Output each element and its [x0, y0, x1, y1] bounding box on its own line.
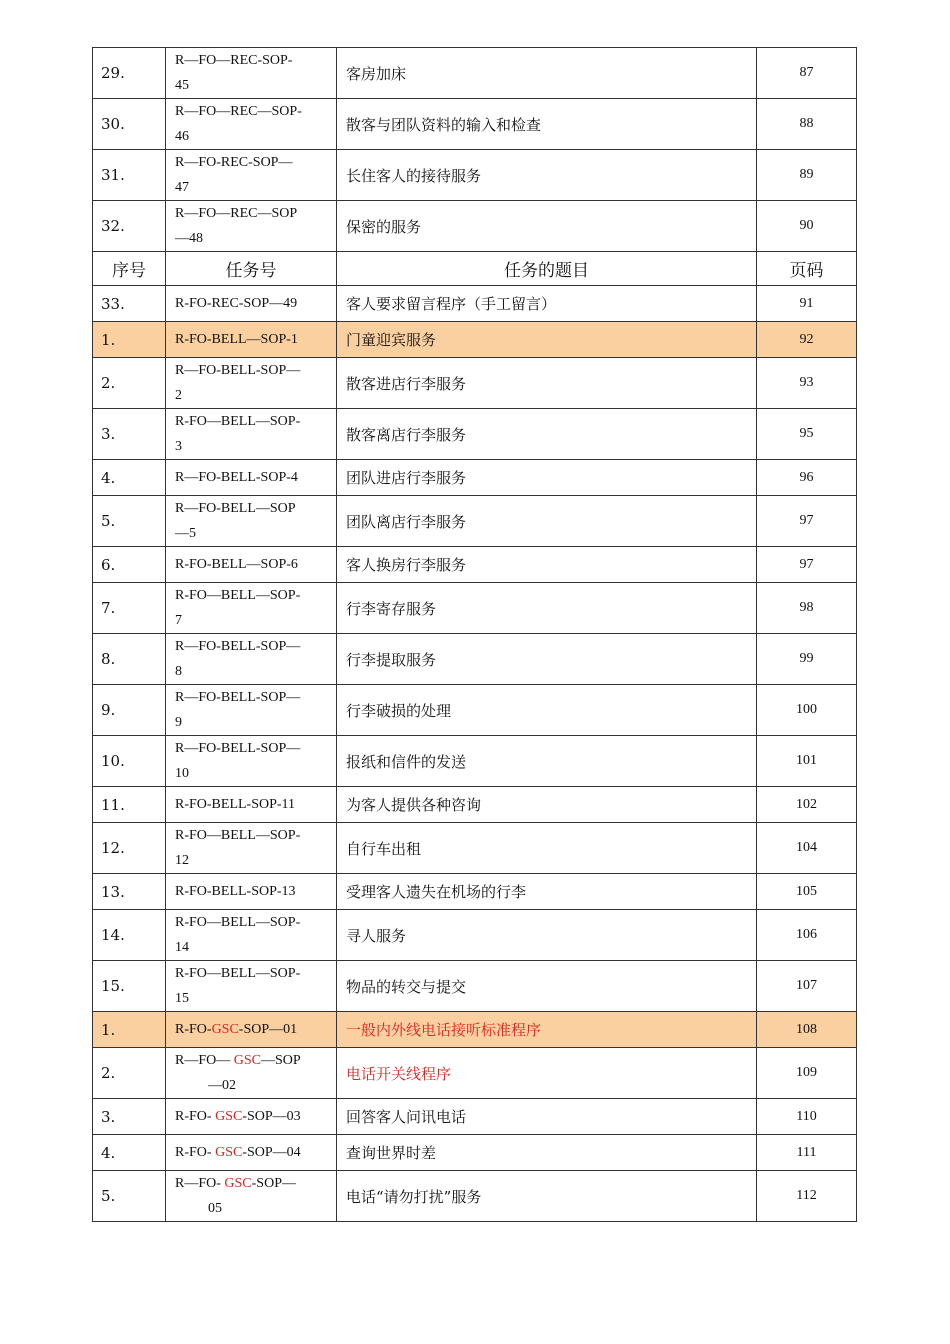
- page-number: 95: [757, 409, 857, 460]
- task-code-line: R-FO—BELL—SOP-: [175, 966, 301, 981]
- row-number: 7.: [93, 583, 166, 634]
- page-number: 89: [757, 150, 857, 201]
- task-code: [166, 1099, 337, 1135]
- page-number: 105: [757, 874, 857, 910]
- task-code: [166, 99, 337, 150]
- task-code-line: 8: [175, 664, 182, 679]
- task-code: [166, 736, 337, 787]
- table-row: [93, 48, 857, 99]
- task-code: [166, 685, 337, 736]
- header-row: [93, 252, 857, 286]
- page-number: 112: [757, 1171, 857, 1222]
- row-number: 4.: [93, 1135, 166, 1171]
- row-number: 32.: [93, 201, 166, 252]
- page-number: 88: [757, 99, 857, 150]
- page-number: 111: [757, 1135, 857, 1171]
- table-row: [93, 1099, 857, 1135]
- task-code-line: R—FO-REC-SOP—: [175, 155, 293, 170]
- task-code-line: R—FO-BELL—SOP: [175, 501, 296, 516]
- task-code: [166, 787, 337, 823]
- task-code: [166, 322, 337, 358]
- code-prefix: R—FO-: [175, 1176, 225, 1191]
- task-code-line: [175, 1140, 336, 1165]
- task-code: [166, 48, 337, 99]
- task-title: 行李破损的处理: [337, 685, 757, 736]
- table-row: [93, 150, 857, 201]
- page-number: 97: [757, 496, 857, 547]
- task-code: [166, 358, 337, 409]
- code-suffix: -SOP—04: [242, 1145, 301, 1160]
- header-seq: 序号: [93, 252, 166, 286]
- row-number: 9.: [93, 685, 166, 736]
- task-title: 门童迎宾服务: [337, 322, 757, 358]
- task-title: 客人换房行李服务: [337, 547, 757, 583]
- row-number: 6.: [93, 547, 166, 583]
- task-code-line: —02: [208, 1078, 236, 1093]
- task-code: [166, 496, 337, 547]
- page-number: 97: [757, 547, 857, 583]
- task-title: 行李提取服务: [337, 634, 757, 685]
- task-code: [166, 1012, 337, 1048]
- task-title: 自行车出租: [337, 823, 757, 874]
- table-row: [93, 409, 857, 460]
- task-title: 一般内外线电话接听标准程序: [337, 1012, 757, 1048]
- task-code-line: R—FO-BELL-SOP—: [175, 363, 301, 378]
- task-code: [166, 409, 337, 460]
- task-title: 回答客人问讯电话: [337, 1099, 757, 1135]
- page-number: 107: [757, 961, 857, 1012]
- task-title: 报纸和信件的发送: [337, 736, 757, 787]
- task-code-line: —5: [175, 526, 196, 541]
- task-title: 保密的服务: [337, 201, 757, 252]
- task-code-line: 2: [175, 388, 182, 403]
- task-title: 散客与团队资料的输入和检查: [337, 99, 757, 150]
- row-number: 1.: [93, 322, 166, 358]
- task-code-line: R-FO—BELL—SOP-: [175, 828, 301, 843]
- task-title: 电话开关线程序: [337, 1048, 757, 1099]
- task-code-line: 3: [175, 439, 182, 454]
- page-number: 110: [757, 1099, 857, 1135]
- table-row: [93, 358, 857, 409]
- task-code: [166, 1171, 337, 1222]
- row-number: 10.: [93, 736, 166, 787]
- task-code: [166, 201, 337, 252]
- code-gsc: GSC: [233, 1053, 261, 1068]
- row-number: 5.: [93, 1171, 166, 1222]
- table-row: [93, 99, 857, 150]
- table-row: [93, 874, 857, 910]
- task-code-line: R—FO—REC-SOP-: [175, 53, 293, 68]
- task-code-line: R-FO-BELL-SOP-11: [175, 797, 296, 812]
- page-number: 104: [757, 823, 857, 874]
- header-title: 任务的题目: [337, 252, 757, 286]
- task-code-line: 10: [175, 766, 189, 781]
- task-code: [166, 150, 337, 201]
- table-row: [93, 286, 857, 322]
- task-title: 客房加床: [337, 48, 757, 99]
- task-code-line: [175, 1104, 336, 1129]
- task-code-line: R-FO—BELL—SOP-: [175, 414, 301, 429]
- code-gsc: GSC: [211, 1022, 239, 1037]
- task-code-line: [175, 1017, 336, 1042]
- task-code: [166, 547, 337, 583]
- task-title: 长住客人的接待服务: [337, 150, 757, 201]
- code-prefix: R—FO—: [175, 1053, 234, 1068]
- row-number: 2.: [93, 1048, 166, 1099]
- task-title: 客人要求留言程序（手工留言）: [337, 286, 757, 322]
- row-number: 13.: [93, 874, 166, 910]
- task-code-line: 05: [208, 1201, 222, 1216]
- task-code-line: R-FO-BELL—SOP-1: [175, 332, 298, 347]
- task-code-line: R-FO-REC-SOP—49: [175, 296, 298, 311]
- code-gsc: GSC: [215, 1109, 243, 1124]
- page-number: 99: [757, 634, 857, 685]
- page-number: 91: [757, 286, 857, 322]
- task-code-line: 15: [175, 991, 189, 1006]
- row-number: 12.: [93, 823, 166, 874]
- table-row: [93, 322, 857, 358]
- table-row: [93, 547, 857, 583]
- task-title: 行李寄存服务: [337, 583, 757, 634]
- task-code: [166, 1135, 337, 1171]
- page-number: 106: [757, 910, 857, 961]
- task-code: [166, 583, 337, 634]
- code-prefix: R-FO-: [175, 1022, 212, 1037]
- page-number: 98: [757, 583, 857, 634]
- table-row: [93, 1048, 857, 1099]
- task-code-line: R-FO—BELL—SOP-: [175, 915, 301, 930]
- task-title: 寻人服务: [337, 910, 757, 961]
- task-code-line: 14: [175, 940, 189, 955]
- code-suffix: —SOP: [260, 1053, 301, 1068]
- row-number: 5.: [93, 496, 166, 547]
- page-number: 90: [757, 201, 857, 252]
- table-row: [93, 496, 857, 547]
- row-number: 8.: [93, 634, 166, 685]
- row-number: 29.: [93, 48, 166, 99]
- row-number: 3.: [93, 1099, 166, 1135]
- table-row: [93, 460, 857, 496]
- page-number: 109: [757, 1048, 857, 1099]
- task-code-line: 47: [175, 180, 189, 195]
- page-number: 96: [757, 460, 857, 496]
- task-code-line: 46: [175, 129, 189, 144]
- code-prefix: R-FO-: [175, 1145, 216, 1160]
- task-code-line: 12: [175, 853, 189, 868]
- task-title: 团队进店行李服务: [337, 460, 757, 496]
- task-code-line: 9: [175, 715, 182, 730]
- task-code: [166, 874, 337, 910]
- row-number: 33.: [93, 286, 166, 322]
- code-gsc: GSC: [215, 1145, 243, 1160]
- task-title: 散客离店行李服务: [337, 409, 757, 460]
- row-number: 11.: [93, 787, 166, 823]
- task-code: [166, 823, 337, 874]
- task-code-line: 7: [175, 613, 182, 628]
- table-row: [93, 1171, 857, 1222]
- header-code: 任务号: [166, 252, 337, 286]
- table-row: [93, 201, 857, 252]
- task-code: [166, 634, 337, 685]
- task-code-line: [175, 1171, 336, 1196]
- task-code-line: R-FO-BELL—SOP-6: [175, 557, 298, 572]
- row-number: 31.: [93, 150, 166, 201]
- task-code-line: R-FO-BELL-SOP-13: [175, 884, 296, 899]
- table-row: [93, 787, 857, 823]
- code-suffix: -SOP—01: [238, 1022, 298, 1037]
- task-code-line: [175, 1048, 336, 1073]
- task-code-line: R—FO—REC—SOP: [175, 206, 298, 221]
- table-row: [93, 583, 857, 634]
- task-code-line: R—FO-BELL-SOP—: [175, 690, 301, 705]
- row-number: 30.: [93, 99, 166, 150]
- task-code-line: —48: [175, 231, 203, 246]
- page-number: 92: [757, 322, 857, 358]
- header-page: 页码: [757, 252, 857, 286]
- table-row: [93, 685, 857, 736]
- table-row: [93, 910, 857, 961]
- page-number: 102: [757, 787, 857, 823]
- code-suffix: -SOP—: [251, 1176, 296, 1191]
- task-code-line: 45: [175, 78, 189, 93]
- row-number: 3.: [93, 409, 166, 460]
- task-code-line: R—FO-BELL-SOP-4: [175, 470, 298, 485]
- task-code-line: R-FO—BELL—SOP-: [175, 588, 301, 603]
- task-title: 团队离店行李服务: [337, 496, 757, 547]
- page-number: 108: [757, 1012, 857, 1048]
- page-number: 101: [757, 736, 857, 787]
- table-row: [93, 1012, 857, 1048]
- page-number: 87: [757, 48, 857, 99]
- toc-table: [92, 47, 857, 1222]
- table-row: [93, 1135, 857, 1171]
- task-title: 受理客人遗失在机场的行李: [337, 874, 757, 910]
- page-number: 100: [757, 685, 857, 736]
- table-row: [93, 961, 857, 1012]
- task-title: 为客人提供各种咨询: [337, 787, 757, 823]
- table-row: [93, 823, 857, 874]
- task-code-line: R—FO-BELL-SOP—: [175, 639, 301, 654]
- code-prefix: R-FO-: [175, 1109, 216, 1124]
- page-number: 93: [757, 358, 857, 409]
- row-number: 14.: [93, 910, 166, 961]
- row-number: 4.: [93, 460, 166, 496]
- task-code: [166, 910, 337, 961]
- task-code-line: R—FO-BELL-SOP—: [175, 741, 301, 756]
- row-number: 15.: [93, 961, 166, 1012]
- task-code-line: R—FO—REC—SOP-: [175, 104, 302, 119]
- row-number: 1.: [93, 1012, 166, 1048]
- task-code: [166, 286, 337, 322]
- task-title: 散客进店行李服务: [337, 358, 757, 409]
- task-title: 电话“请勿打扰”服务: [337, 1171, 757, 1222]
- task-title: 查询世界时差: [337, 1135, 757, 1171]
- task-title: 物品的转交与提交: [337, 961, 757, 1012]
- task-code: [166, 1048, 337, 1099]
- code-suffix: -SOP—03: [242, 1109, 301, 1124]
- table-row: [93, 736, 857, 787]
- code-gsc: GSC: [224, 1176, 252, 1191]
- table-row: [93, 634, 857, 685]
- task-code: [166, 961, 337, 1012]
- task-code: [166, 460, 337, 496]
- row-number: 2.: [93, 358, 166, 409]
